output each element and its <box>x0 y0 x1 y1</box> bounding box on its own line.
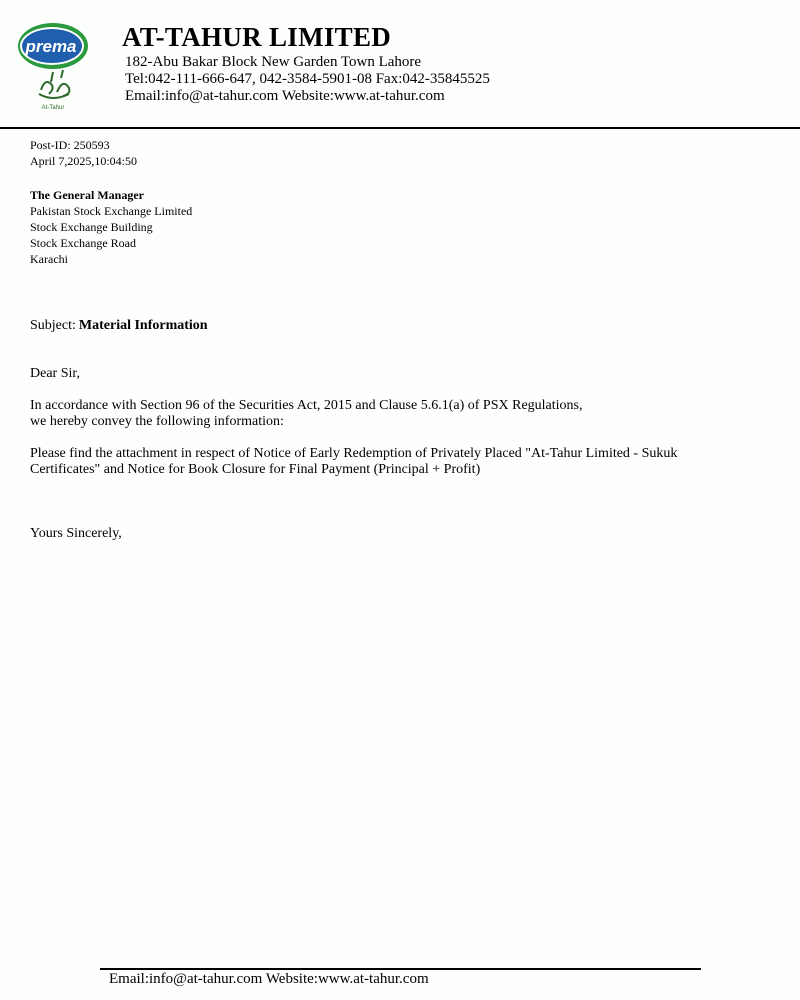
company-name: AT-TAHUR LIMITED <box>122 22 392 52</box>
subject-value: Material Information <box>78 318 208 333</box>
prema-logo-icon <box>17 22 89 114</box>
subject-label: Subject: <box>30 318 76 333</box>
closing: Yours Sincerely, <box>30 526 122 541</box>
subject-line <box>30 318 208 334</box>
paragraph-2-line-1: Please find the attachment in respect of Notice of Early Redemption of Privately Placed "At-Tahur Limited - Sukuk <box>30 446 678 461</box>
recipient-line-2: Stock Exchange Building <box>30 220 153 234</box>
paragraph-2-line-2: Certificates" and Notice for Book Closure for Final Payment (Principal + Profit) <box>30 462 481 477</box>
recipient-line-1: Pakistan Stock Exchange Limited <box>30 204 193 218</box>
post-id: Post-ID: 250593 <box>30 138 110 152</box>
company-phone-fax: Tel:042-111-666-647, 042-3584-5901-08 Fax:042-35845525 <box>125 71 490 87</box>
salutation: Dear Sir, <box>30 366 80 381</box>
company-email-website: Email:info@at-tahur.com Website:www.at-tahur.com <box>125 88 445 104</box>
recipient-line-4: Karachi <box>30 252 68 266</box>
company-address: 182-Abu Bakar Block New Garden Town Lahore <box>125 54 422 70</box>
footer-contact: Email:info@at-tahur.com Website:www.at-tahur.com <box>109 971 429 987</box>
paragraph-1-line-2: we hereby convey the following information: <box>30 414 284 429</box>
recipient-title: The General Manager <box>30 188 144 202</box>
logo-brand-text: prema <box>25 37 77 56</box>
header-divider <box>0 127 800 129</box>
company-logo <box>17 22 89 114</box>
paragraph-1-line-1: In accordance with Section 96 of the Securities Act, 2015 and Clause 5.6.1(a) of PSX Regulations, <box>30 398 583 413</box>
recipient-line-3: Stock Exchange Road <box>30 236 136 250</box>
post-datetime: April 7,2025,10:04:50 <box>30 154 137 168</box>
footer-divider <box>100 968 701 970</box>
at-tahur-emblem-icon <box>39 70 69 98</box>
logo-sub-text: At-Tahur <box>41 105 65 111</box>
